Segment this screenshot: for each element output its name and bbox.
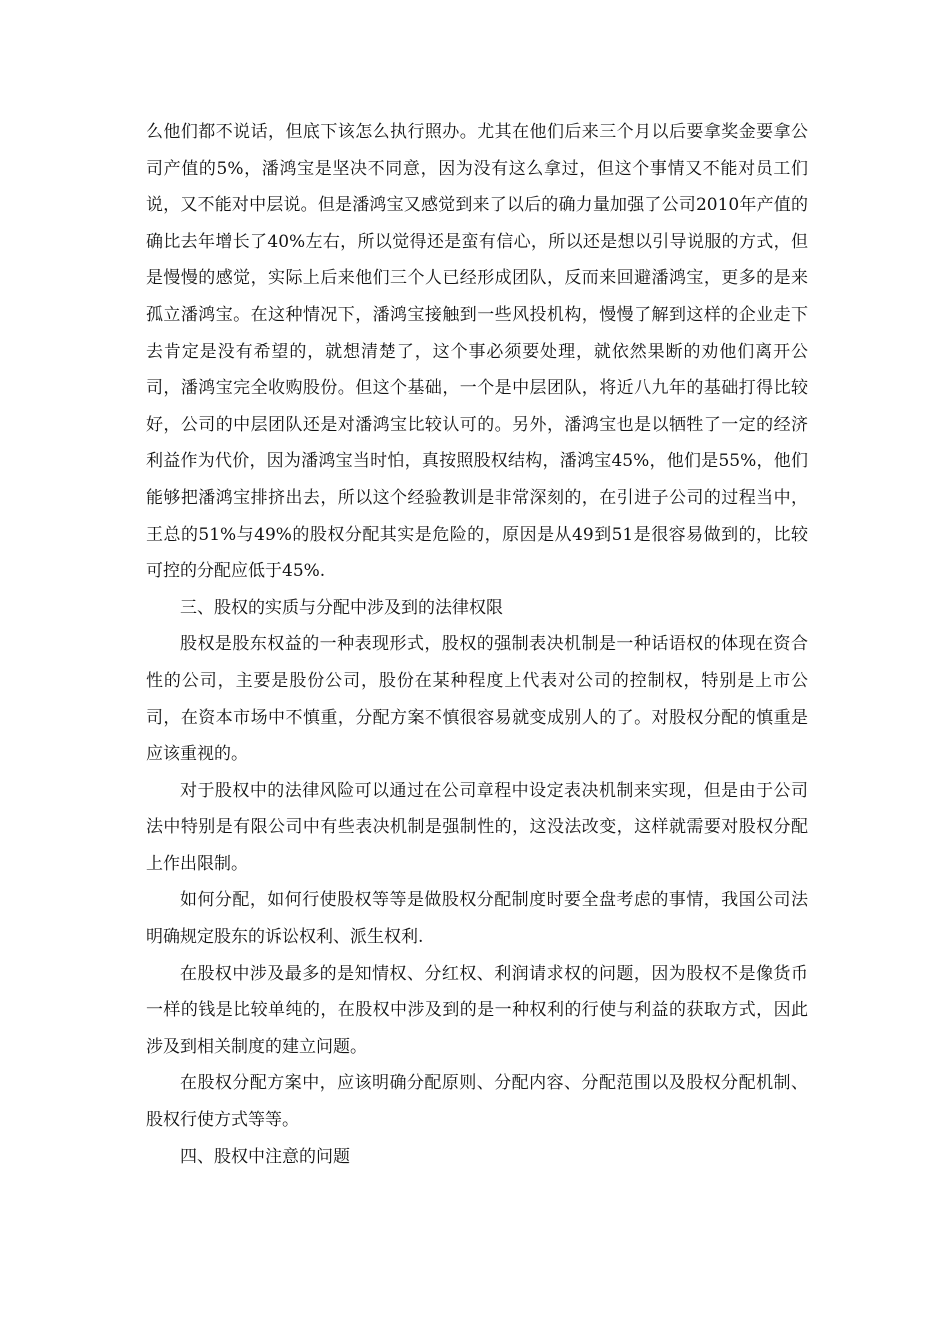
paragraph-continuation: 么他们都不说话，但底下该怎么执行照办。尤其在他们后来三个月以后要拿奖金要拿公司产值的5%，潘鸿宝是坚决不同意，因为没有这么拿过，但这个事情又不能对员工们说，又不能对中层说。但是潘鸿宝又感觉到来了以后的确力量加强了公司2010年产值的确比去年增长了40%左右，所以觉得还是蛮有信心，所以还是想以引导说服的方式，但是慢慢的感觉，实际上后来他们三个人已经形成团队，反而来回避潘鸿宝，更多的是来孤立潘鸿宝。在这种情况下，潘鸿宝接触到一些风投机构，慢慢了解到这样的企业走下去肯定是没有希望的，就想清楚了，这个事必须要处理，就依然果断的劝他们离开公司，潘鸿宝完全收购股份。但这个基础，一个是中层团队，将近八九年的基础打得比较好，公司的中层团队还是对潘鸿宝比较认可的。另外，潘鸿宝也是以牺牲了一定的经济利益作为代价，因为潘鸿宝当时怕，真按照股权结构，潘鸿宝45%，他们是55%，他们能够把潘鸿宝排挤出去，所以这个经验教训是非常深刻的，在引进子公司的过程当中，王总的51%与49%的股权分配其实是危险的，原因是从49到51是很容易做到的，比较可控的分配应低于45%. — [146, 122, 808, 582]
document-page — [146, 114, 808, 1175]
section-heading-3: 三、股权的实质与分配中涉及到的法律权限 — [180, 597, 503, 618]
paragraph-distribution-plan: 在股权分配方案中，应该明确分配原则、分配内容、分配范围以及股权分配机制、股权行使方式等等。 — [146, 1073, 808, 1131]
paragraph-legal-risk: 对于股权中的法律风险可以通过在公司章程中设定表决机制来实现，但是由于公司法中特别是有限公司中有些表决机制是强制性的，这没法改变，这样就需要对股权分配上作出限制。 — [146, 780, 808, 874]
section-heading-4: 四、股权中注意的问题 — [180, 1146, 350, 1167]
paragraph-rights-involved: 在股权中涉及最多的是知情权、分红权、利润请求权的问题，因为股权不是像货币一样的钱是比较单纯的，在股权中涉及到的是一种权利的行使与利益的获取方式，因此涉及到相关制度的建立问题。 — [146, 963, 808, 1057]
paragraph-equity-nature: 股权是股东权益的一种表现形式，股权的强制表决机制是一种话语权的体现在资合性的公司，主要是股份公司，股份在某种程度上代表对公司的控制权，特别是上市公司，在资本市场中不慎重，分配方案不慎很容易就变成别人的了。对股权分配的慎重是应该重视的。 — [146, 634, 808, 765]
paragraph-how-to-distribute: 如何分配，如何行使股权等等是做股权分配制度时要全盘考虑的事情，我国公司法明确规定股东的诉讼权利、派生权利. — [146, 890, 808, 948]
